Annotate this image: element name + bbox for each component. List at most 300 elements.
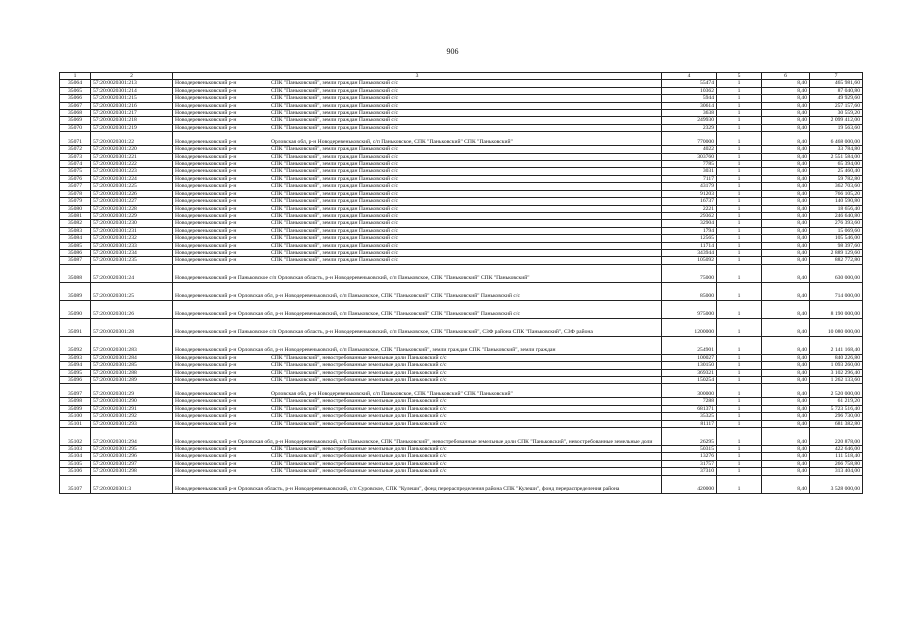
table-row [60, 220, 863, 227]
address-cell [173, 168, 662, 175]
district-name: Новодеревеньковский р-н [175, 468, 237, 475]
cadastral-number: 57:20:0020301:227 [91, 198, 173, 205]
address-text: СПК "Паньковский", земли граждан Паньковский с/с [271, 227, 398, 234]
table-row [60, 87, 863, 94]
address-text: СПК "Паньковский", земли граждан Паньковский с/с [271, 175, 398, 182]
district-name: Новодеревеньковский р-н [175, 453, 237, 460]
table-row [60, 117, 863, 124]
table-row [60, 227, 863, 234]
rate-value: 8,40 [762, 376, 810, 383]
sum-value: 2 099 412,00 [810, 117, 863, 124]
row-number: 35078 [60, 190, 91, 197]
cadastral-number: 57:20:0020301:285 [91, 362, 173, 369]
rate-value: 8,40 [762, 420, 810, 427]
address-cell [173, 212, 662, 219]
area-value: 2221 [662, 205, 717, 212]
quantity-value: 1 [717, 405, 762, 412]
address-text: Новодеревеньковский р-н Орловская обл, р-н Новодеревеньковский, с/п Паньковское, СПК "Паньковский", невостребованные земельные доли СПК "Паньковский", невостребованные земельные доли [175, 438, 653, 445]
row-number: 35097 [60, 384, 91, 398]
address-cell [173, 80, 662, 87]
sum-value: 882 772,80 [810, 257, 863, 264]
row-number: 35093 [60, 354, 91, 361]
sum-value: 1 262 133,60 [810, 376, 863, 383]
address-cell [173, 369, 662, 376]
sum-value: 2 551 584,00 [810, 153, 863, 160]
quantity-value: 1 [717, 376, 762, 383]
column-header: 1 [60, 73, 91, 80]
district-name: Новодеревеньковский р-н [175, 161, 237, 168]
address-text: СПК "Паньковский", земли граждан Паньковский с/с [271, 257, 398, 264]
cadastral-number: 57:20:0020301:218 [91, 117, 173, 124]
rate-value: 8,40 [762, 110, 810, 117]
district-name: Новодеревеньковский р-н [175, 227, 237, 234]
row-number: 35100 [60, 413, 91, 420]
table-row [60, 190, 863, 197]
cadastral-number: 57:20:0020301:298 [91, 468, 173, 475]
area-value: 91203 [662, 190, 717, 197]
address-text: СПК "Паньковский", земли граждан Паньковский с/с [271, 242, 398, 249]
district-name: Новодеревеньковский р-н [175, 168, 237, 175]
area-value: 420000 [662, 475, 717, 493]
district-name: Новодеревеньковский р-н [175, 117, 237, 124]
rate-value: 8,40 [762, 124, 810, 131]
district-name: Новодеревеньковский р-н [175, 102, 237, 109]
rate-value: 8,40 [762, 95, 810, 102]
cadastral-number: 57:20:0020301:293 [91, 420, 173, 427]
sum-value: 33 784,80 [810, 146, 863, 153]
area-value: 16737 [662, 198, 717, 205]
row-number: 35103 [60, 446, 91, 453]
area-value: 130150 [662, 362, 717, 369]
address-cell [173, 405, 662, 412]
row-number: 35095 [60, 369, 91, 376]
address-cell [173, 362, 662, 369]
rate-value: 8,40 [762, 183, 810, 190]
area-value: 7117 [662, 175, 717, 182]
sum-value: 3 528 000,00 [810, 475, 863, 493]
cadastral-number: 57:20:0020301:230 [91, 220, 173, 227]
row-number: 35066 [60, 95, 91, 102]
area-value: 343944 [662, 249, 717, 256]
quantity-value: 1 [717, 190, 762, 197]
address-cell [173, 446, 662, 453]
area-value: 11714 [662, 242, 717, 249]
address-cell [173, 205, 662, 212]
quantity-value: 1 [717, 146, 762, 153]
sum-value: 105 546,00 [810, 235, 863, 242]
district-name: Новодеревеньковский р-н [175, 405, 237, 412]
rate-value: 8,40 [762, 153, 810, 160]
cadastral-number: 57:20:0020301:296 [91, 453, 173, 460]
sum-value: 111 518,40 [810, 453, 863, 460]
table-row [60, 369, 863, 376]
cadastral-number: 57:20:0020301:216 [91, 102, 173, 109]
table-row [60, 161, 863, 168]
district-name: Новодеревеньковский р-н [175, 362, 237, 369]
quantity-value: 1 [717, 242, 762, 249]
address-text: СПК "Паньковский", невостребованные земельные доли Паньковский с/с [271, 398, 447, 405]
cadastral-number: 57:20:0020301:284 [91, 354, 173, 361]
row-number: 35107 [60, 475, 91, 493]
quantity-value: 1 [717, 468, 762, 475]
table-row [60, 264, 863, 282]
area-value: 681371 [662, 405, 717, 412]
quantity-value: 1 [717, 282, 762, 300]
quantity-value: 1 [717, 354, 762, 361]
address-cell [173, 220, 662, 227]
table-row [60, 420, 863, 427]
cadastral-number: 57:20:0020301:297 [91, 460, 173, 467]
quantity-value: 1 [717, 117, 762, 124]
area-value: 975000 [662, 300, 717, 318]
sum-value: 25 460,40 [810, 168, 863, 175]
row-number: 35089 [60, 282, 91, 300]
row-number: 35086 [60, 249, 91, 256]
cadastral-number: 57:20:0020301:215 [91, 95, 173, 102]
table-row [60, 198, 863, 205]
quantity-value: 1 [717, 132, 762, 146]
address-text: СПК "Паньковский", невостребованные земельные доли Паньковский с/с [271, 362, 447, 369]
table-row [60, 453, 863, 460]
column-header: 5 [717, 73, 762, 80]
quantity-value: 1 [717, 362, 762, 369]
district-name: Новодеревеньковский р-н [175, 249, 237, 256]
table-row [60, 460, 863, 467]
address-cell [173, 117, 662, 124]
area-value: 30614 [662, 102, 717, 109]
table-row [60, 362, 863, 369]
rate-value: 8,40 [762, 384, 810, 398]
table-row [60, 446, 863, 453]
address-text: СПК "Паньковский", земли граждан Паньковский с/с [271, 110, 398, 117]
quantity-value: 1 [717, 161, 762, 168]
cadastral-number: 57:20:0020301:291 [91, 405, 173, 412]
sum-value: 19 563,60 [810, 124, 863, 131]
address-cell [173, 453, 662, 460]
table-row [60, 413, 863, 420]
district-name: Новодеревеньковский р-н [175, 242, 237, 249]
address-cell [173, 300, 662, 318]
area-value: 29362 [662, 212, 717, 219]
district-name: Новодеревеньковский р-н [175, 124, 237, 131]
district-name: Новодеревеньковский р-н [175, 110, 237, 117]
sum-value: 6 468 000,00 [810, 132, 863, 146]
sum-value: 1 093 260,00 [810, 362, 863, 369]
area-value: 50315 [662, 446, 717, 453]
rate-value: 8,40 [762, 220, 810, 227]
table-row [60, 468, 863, 475]
sum-value: 18 656,40 [810, 205, 863, 212]
column-header: 2 [91, 73, 173, 80]
quantity-value: 1 [717, 220, 762, 227]
area-value: 32904 [662, 220, 717, 227]
address-cell [173, 376, 662, 383]
address-text: СПК "Паньковский", невостребованные земельные доли Паньковский с/с [271, 446, 447, 452]
sum-value: 15 069,60 [810, 227, 863, 234]
address-cell [173, 235, 662, 242]
district-name: Новодеревеньковский р-н [175, 420, 237, 427]
address-cell [173, 475, 662, 493]
row-number: 35081 [60, 212, 91, 219]
district-name: Новодеревеньковский р-н [175, 220, 237, 227]
rate-value: 8,40 [762, 190, 810, 197]
quantity-value: 1 [717, 227, 762, 234]
quantity-value: 1 [717, 420, 762, 427]
address-cell [173, 102, 662, 109]
cadastral-number: 57:20:0020301:28 [91, 318, 173, 336]
rate-value: 8,40 [762, 362, 810, 369]
row-number: 35087 [60, 257, 91, 264]
district-name: Новодеревеньковский р-н [175, 95, 237, 102]
address-text: Орловская обл, р-н Новодеревеньковский, с/п Паньковское, СПК "Паньковский" СПК "Паньковский" [271, 138, 513, 145]
address-cell [173, 146, 662, 153]
address-text: СПК "Паньковский", невостребованные земельные доли Паньковский с/с [271, 376, 447, 383]
sum-value: 422 646,00 [810, 446, 863, 453]
address-text: СПК "Паньковский", земли граждан Паньковский с/с [271, 102, 398, 109]
row-number: 35072 [60, 146, 91, 153]
address-text: СПК "Паньковский", невостребованные земельные доли Паньковский с/с [271, 405, 447, 412]
district-name: Новодеревеньковский р-н [175, 369, 237, 376]
area-value: 1200000 [662, 318, 717, 336]
address-cell [173, 264, 662, 282]
table-row [60, 376, 863, 383]
area-value: 4022 [662, 146, 717, 153]
land-parcels-table [59, 72, 863, 494]
table-row [60, 249, 863, 256]
district-name: Новодеревеньковский р-н [175, 80, 237, 87]
row-number: 35098 [60, 398, 91, 405]
table-row [60, 124, 863, 131]
address-text: СПК "Паньковский", земли граждан Паньковский с/с [271, 168, 398, 175]
area-value: 26295 [662, 428, 717, 446]
address-text: СПК "Паньковский", земли граждан Паньковский с/с [271, 235, 398, 242]
address-text: СПК "Паньковский", невостребованные земельные доли Паньковский с/с [271, 413, 447, 420]
address-text: СПК "Паньковский", земли граждан Паньковский с/с [271, 95, 398, 102]
quantity-value: 1 [717, 87, 762, 94]
district-name: Новодеревеньковский р-н [175, 376, 237, 383]
rate-value: 8,40 [762, 117, 810, 124]
area-value: 3638 [662, 110, 717, 117]
address-cell [173, 354, 662, 361]
rate-value: 8,40 [762, 264, 810, 282]
table-row [60, 175, 863, 182]
area-value: 303760 [662, 153, 717, 160]
row-number: 35083 [60, 227, 91, 234]
area-value: 85000 [662, 282, 717, 300]
rate-value: 8,40 [762, 87, 810, 94]
area-value: 150254 [662, 376, 717, 383]
rate-value: 8,40 [762, 161, 810, 168]
quantity-value: 1 [717, 413, 762, 420]
area-value: 300000 [662, 384, 717, 398]
table-row [60, 146, 863, 153]
quantity-value: 1 [717, 336, 762, 354]
sum-value: 5 723 516,40 [810, 405, 863, 412]
area-value: 3031 [662, 168, 717, 175]
table-header-row [60, 73, 863, 80]
address-cell [173, 132, 662, 146]
district-name: Новодеревеньковский р-н [175, 205, 237, 212]
sum-value: 362 703,60 [810, 183, 863, 190]
sum-value: 766 105,20 [810, 190, 863, 197]
quantity-value: 1 [717, 212, 762, 219]
address-cell [173, 398, 662, 405]
row-number: 35106 [60, 468, 91, 475]
quantity-value: 1 [717, 460, 762, 467]
address-text: СПК "Паньковский", земли граждан Паньковский с/с [271, 190, 398, 197]
quantity-value: 1 [717, 300, 762, 318]
address-text: Новодеревеньковский р-н Орловская область, р-н Новодеревеньковский, с/п Суровское, СПК "Кулеши", фонд перераспределения района СПК "Кулеши", фонд перераспределения района [175, 486, 620, 493]
address-text: СПК "Паньковский", невостребованные земельные доли Паньковский с/с [271, 420, 447, 427]
rate-value: 8,40 [762, 405, 810, 412]
district-name: Новодеревеньковский р-н [175, 390, 237, 397]
rate-value: 8,40 [762, 282, 810, 300]
quantity-value: 1 [717, 110, 762, 117]
address-cell [173, 282, 662, 300]
address-text: СПК "Паньковский", земли граждан Паньковский с/с [271, 146, 398, 153]
sum-value: 10 080 000,00 [810, 318, 863, 336]
cadastral-number: 57:20:0020301:221 [91, 153, 173, 160]
column-header: 7 [810, 73, 863, 80]
table-row [60, 354, 863, 361]
cadastral-number: 57:20:0020301:29 [91, 384, 173, 398]
row-number: 35065 [60, 87, 91, 94]
rate-value: 8,40 [762, 227, 810, 234]
table-row [60, 80, 863, 87]
quantity-value: 1 [717, 453, 762, 460]
quantity-value: 1 [717, 183, 762, 190]
rate-value: 8,40 [762, 175, 810, 182]
rate-value: 8,40 [762, 212, 810, 219]
address-cell [173, 227, 662, 234]
quantity-value: 1 [717, 446, 762, 453]
row-number: 35096 [60, 376, 91, 383]
quantity-value: 1 [717, 398, 762, 405]
quantity-value: 1 [717, 198, 762, 205]
rate-value: 8,40 [762, 168, 810, 175]
row-number: 35099 [60, 405, 91, 412]
address-text: СПК "Паньковский", невостребованные земельные доли Паньковский с/с [271, 354, 447, 361]
district-name: Новодеревеньковский р-н [175, 257, 237, 264]
rate-value: 8,40 [762, 413, 810, 420]
rate-value: 8,40 [762, 398, 810, 405]
row-number: 35076 [60, 175, 91, 182]
rate-value: 8,40 [762, 242, 810, 249]
table-row [60, 205, 863, 212]
row-number: 35084 [60, 235, 91, 242]
district-name: Новодеревеньковский р-н [175, 198, 237, 205]
district-name: Новодеревеньковский р-н [175, 183, 237, 190]
address-text: СПК "Паньковский", невостребованные земельные доли Паньковский с/с [271, 453, 447, 460]
quantity-value: 1 [717, 384, 762, 398]
row-number: 35067 [60, 102, 91, 109]
district-name: Новодеревеньковский р-н [175, 212, 237, 219]
district-name: Новодеревеньковский р-н [175, 398, 237, 405]
sum-value: 714 000,00 [810, 282, 863, 300]
table-row [60, 475, 863, 493]
row-number: 35085 [60, 242, 91, 249]
column-header: 4 [662, 73, 717, 80]
cadastral-number: 57:20:0020301:217 [91, 110, 173, 117]
row-number: 35064 [60, 80, 91, 87]
district-name: Новодеревеньковский р-н [175, 446, 237, 452]
cadastral-number: 57:20:0020301:231 [91, 227, 173, 234]
table-row [60, 318, 863, 336]
rate-value: 8,40 [762, 198, 810, 205]
sum-value: 276 393,60 [810, 220, 863, 227]
table-row [60, 282, 863, 300]
table-row [60, 405, 863, 412]
address-cell [173, 175, 662, 182]
sum-value: 65 394,00 [810, 161, 863, 168]
table-row [60, 168, 863, 175]
table-row [60, 183, 863, 190]
table-row [60, 95, 863, 102]
table-row [60, 242, 863, 249]
table-row [60, 212, 863, 219]
table-row [60, 398, 863, 405]
address-cell [173, 242, 662, 249]
quantity-value: 1 [717, 369, 762, 376]
rate-value: 8,40 [762, 300, 810, 318]
cadastral-number: 57:20:0020301:233 [91, 242, 173, 249]
address-text: Новодеревеньковский р-н Орловская обл, р-н Новодеревеньковский, с/п Паньковское, СПК "Паньковский" СПК "Паньковский" Паньковский с/с [175, 293, 520, 300]
table-row [60, 153, 863, 160]
row-number: 35073 [60, 153, 91, 160]
address-cell [173, 110, 662, 117]
quantity-value: 1 [717, 428, 762, 446]
sum-value: 2 520 000,00 [810, 384, 863, 398]
row-number: 35069 [60, 117, 91, 124]
address-text: СПК "Паньковский", земли граждан Паньковский с/с [271, 205, 398, 212]
cadastral-number: 57:20:0020301:234 [91, 249, 173, 256]
sum-value: 140 590,80 [810, 198, 863, 205]
district-name: Новодеревеньковский р-н [175, 146, 237, 153]
page-number: 906 [446, 47, 459, 56]
cadastral-number: 57:20:0020301:214 [91, 87, 173, 94]
row-number: 35104 [60, 453, 91, 460]
sum-value: 3 102 296,40 [810, 369, 863, 376]
rate-value: 8,40 [762, 205, 810, 212]
district-name: Новодеревеньковский р-н [175, 153, 237, 160]
address-cell [173, 95, 662, 102]
area-value: 254901 [662, 336, 717, 354]
cadastral-number: 57:20:0020301:290 [91, 398, 173, 405]
rate-value: 8,40 [762, 468, 810, 475]
address-cell [173, 124, 662, 131]
address-cell [173, 87, 662, 94]
address-cell [173, 153, 662, 160]
address-text: СПК "Паньковский", невостребованные земельные доли Паньковский с/с [271, 460, 447, 467]
table-row [60, 132, 863, 146]
cadastral-number: 57:20:0020301:24 [91, 264, 173, 282]
address-cell [173, 190, 662, 197]
quantity-value: 1 [717, 124, 762, 131]
sum-value: 257 157,60 [810, 102, 863, 109]
address-text: СПК "Паньковский", земли граждан Паньковский с/с [271, 249, 398, 256]
row-number: 35090 [60, 300, 91, 318]
row-number: 35068 [60, 110, 91, 117]
address-text: Новодеревеньковский р-н Орловская обл, р-н Новодеревеньковский, с/п Паньковское, СПК "Паньковский", земли граждан СПК "Паньковский", земли граждан [175, 347, 556, 354]
sum-value: 630 000,00 [810, 264, 863, 282]
quantity-value: 1 [717, 168, 762, 175]
table-row [60, 336, 863, 354]
cadastral-number: 57:20:0020301:3 [91, 475, 173, 493]
cadastral-number: 57:20:0020301:220 [91, 146, 173, 153]
area-value: 35325 [662, 413, 717, 420]
sum-value: 266 758,80 [810, 460, 863, 467]
address-text: СПК "Паньковский", невостребованные земельные доли Паньковский с/с [271, 369, 447, 376]
